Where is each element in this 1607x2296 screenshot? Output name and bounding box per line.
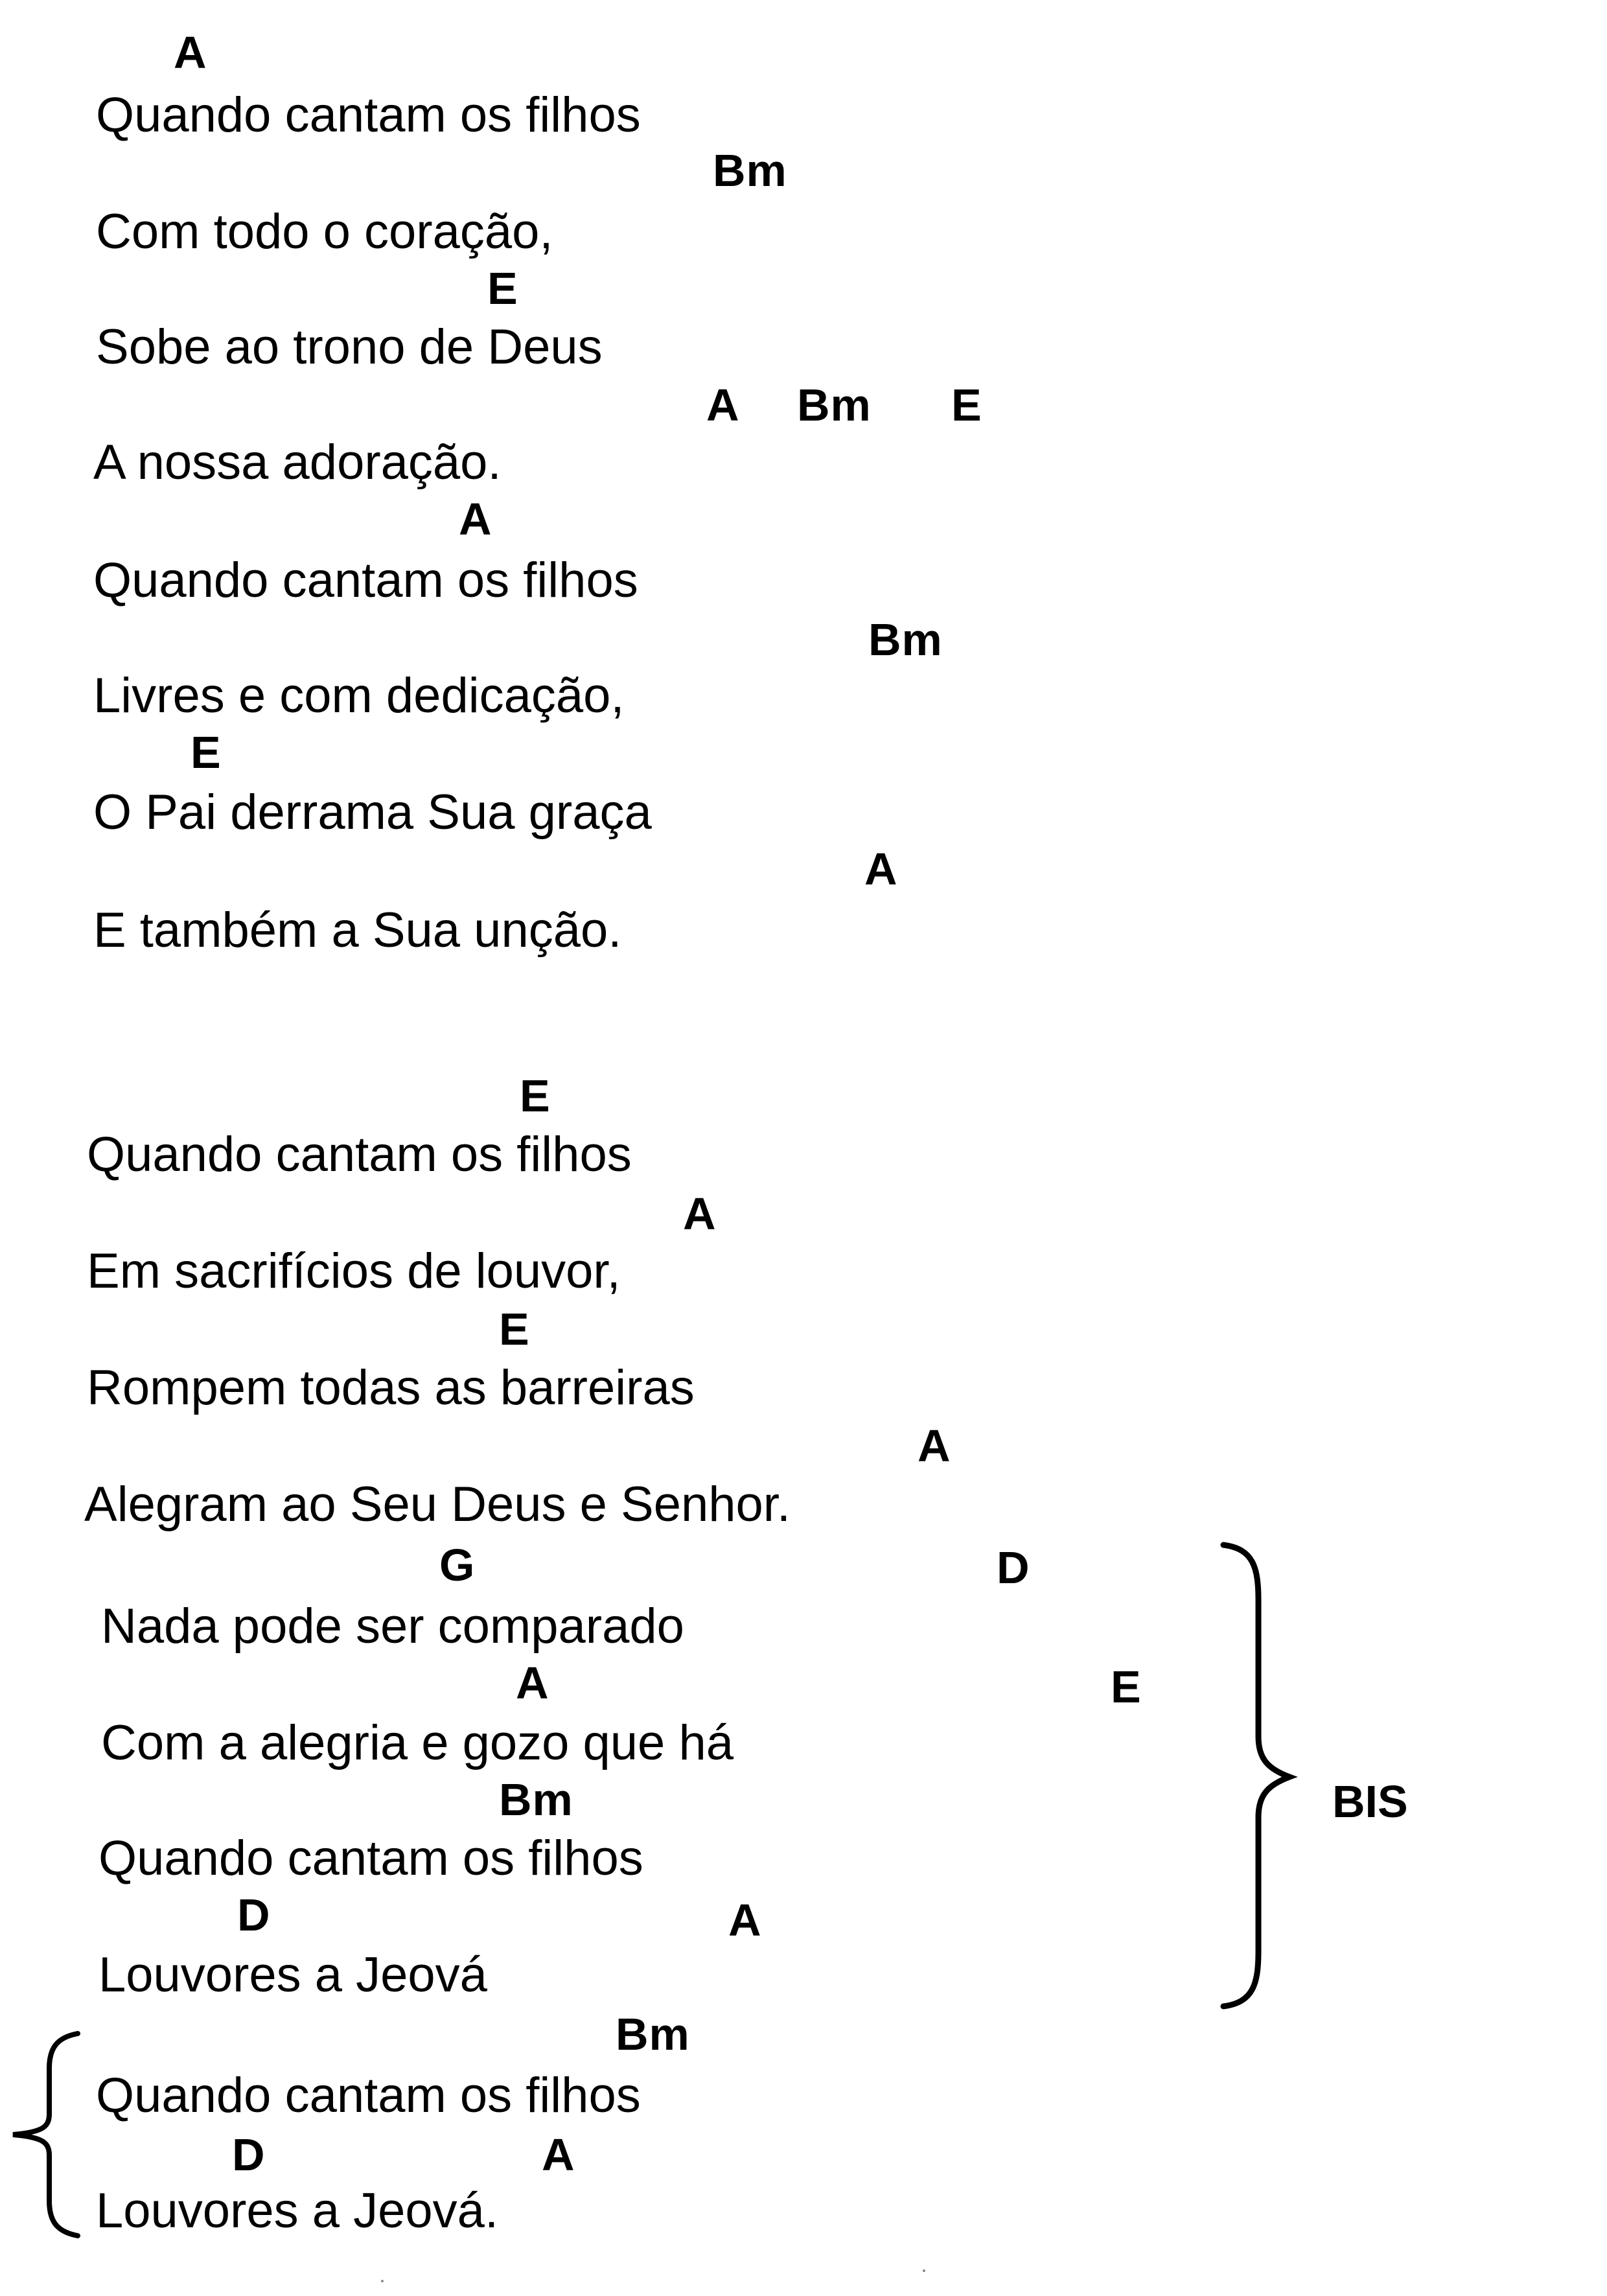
chord: Bm — [713, 145, 787, 196]
lyric-line: Em sacrifícios de louvor, — [87, 1244, 621, 1299]
bis-label: BIS — [1332, 1776, 1408, 1827]
left-brace-icon — [5, 2028, 83, 2239]
chord: A — [174, 27, 207, 78]
chord: Bm — [499, 1774, 573, 1825]
lyric-line: Sobe ao trono de Deus — [96, 319, 603, 375]
lyric-line: E também a Sua unção. — [93, 903, 622, 958]
chord: E — [191, 727, 222, 778]
chord: A — [683, 1189, 717, 1239]
lyric-line: Quando cantam os filhos — [96, 2068, 641, 2123]
lyric-line: O Pai derrama Sua graça — [93, 785, 652, 840]
chord: A — [728, 1895, 762, 1945]
chord: E — [951, 380, 982, 430]
chord: D — [232, 2129, 266, 2180]
chord: D — [997, 1542, 1030, 1593]
lyric-line: Livres e com dedicação, — [93, 668, 625, 723]
lyric-line: Alegram ao Seu Deus e Senhor. — [84, 1477, 791, 1532]
chord: A — [706, 380, 740, 430]
lyric-line: Nada pode ser comparado — [101, 1599, 684, 1654]
chord: G — [439, 1540, 476, 1590]
lyric-line: Louvores a Jeová — [98, 1947, 487, 2002]
chord: E — [1111, 1662, 1142, 1712]
chord: Bm — [797, 380, 872, 430]
chord: A — [864, 844, 898, 894]
right-brace-icon — [1218, 1542, 1296, 2009]
scan-speck — [923, 2269, 925, 2272]
lyric-line: A nossa adoração. — [93, 435, 502, 490]
chord: E — [520, 1071, 551, 1121]
lyric-line: Quando cantam os filhos — [96, 87, 641, 143]
chord: D — [237, 1890, 271, 1940]
lyric-line: Louvores a Jeová. — [96, 2183, 499, 2238]
lyric-line: Rompem todas as barreiras — [87, 1360, 695, 1415]
chord: A — [918, 1421, 951, 1471]
lyric-line: Quando cantam os filhos — [93, 553, 638, 608]
chord: E — [487, 263, 518, 314]
chord: Bm — [616, 2009, 690, 2059]
chord: E — [499, 1304, 530, 1354]
scan-speck — [381, 2280, 384, 2282]
lyric-line: Quando cantam os filhos — [98, 1831, 643, 1886]
chord: A — [459, 494, 492, 544]
chord: A — [542, 2129, 575, 2180]
lyric-line: Com todo o coração, — [96, 204, 553, 259]
chord: Bm — [868, 614, 943, 665]
lyric-line: Quando cantam os filhos — [87, 1127, 632, 1182]
lyric-line: Com a alegria e gozo que há — [101, 1715, 734, 1770]
chord: A — [516, 1658, 549, 1708]
